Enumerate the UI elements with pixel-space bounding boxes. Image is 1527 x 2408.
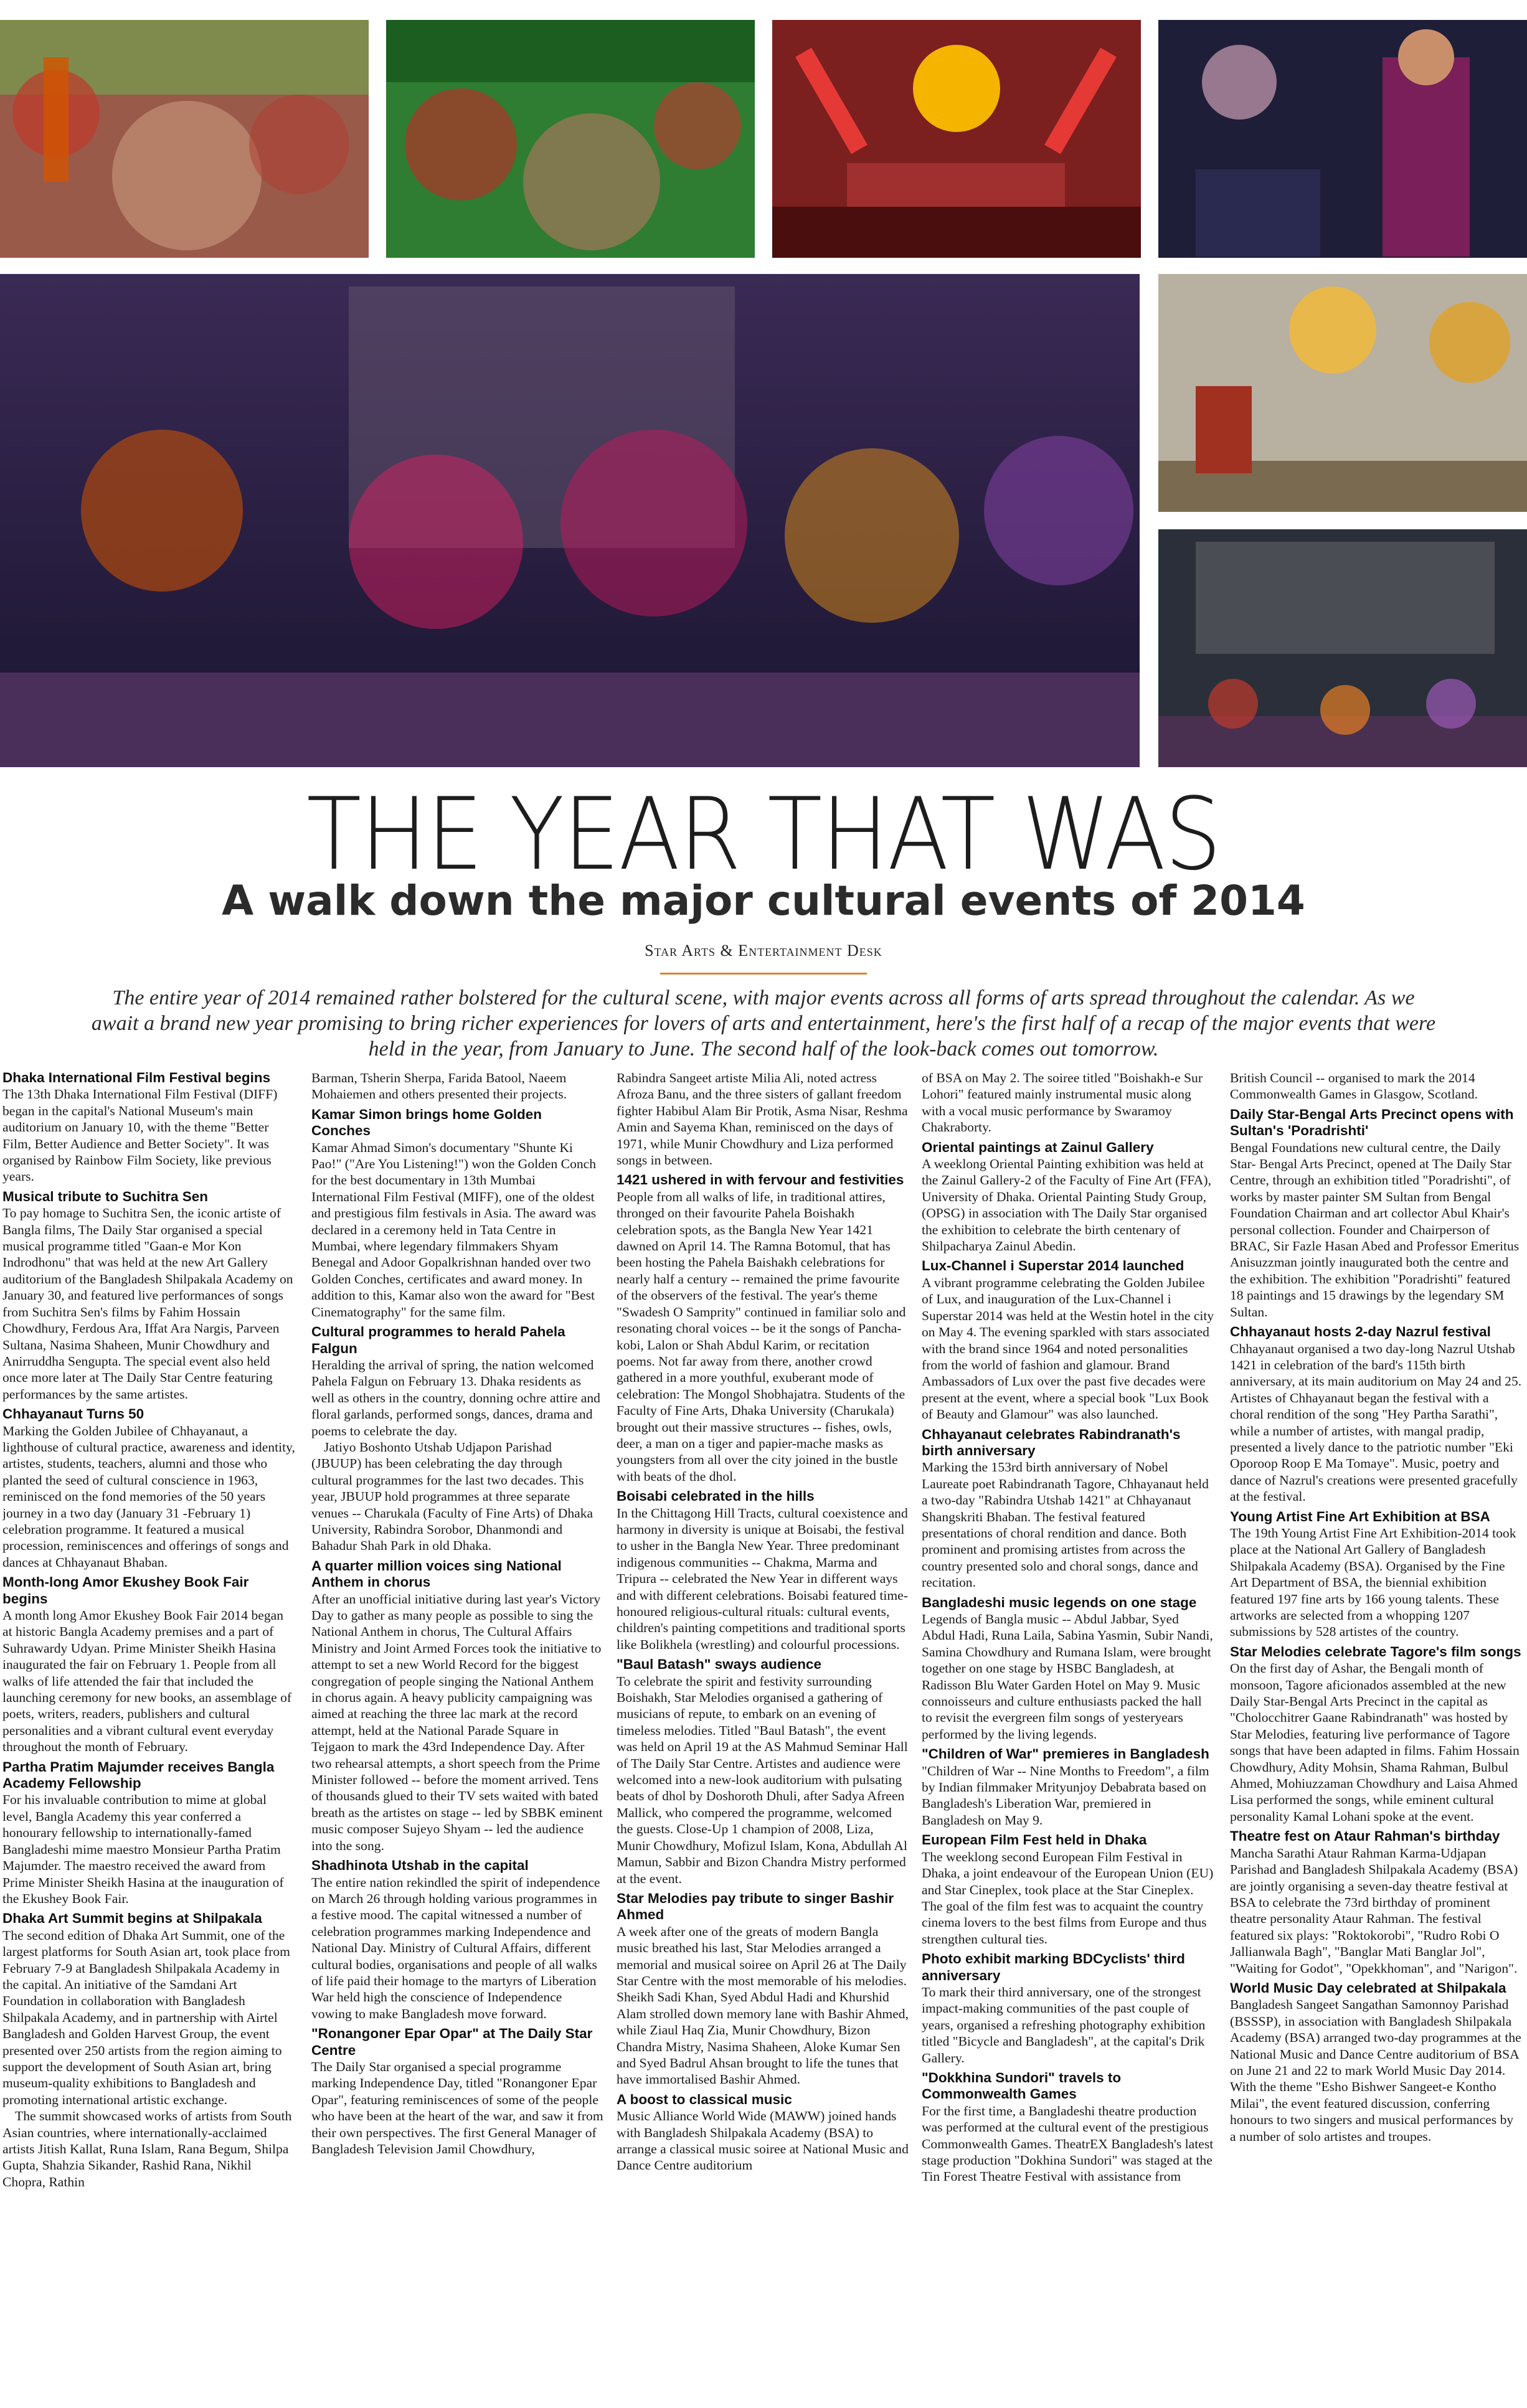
article-heading: Cultural programmes to herald Pahela Falgun bbox=[311, 1324, 565, 1356]
article-heading: Kamar Simon brings home Golden Conches bbox=[311, 1106, 542, 1139]
article-paragraph: The entire nation rekindled the spirit of independence on March 26 through holding various programmes in a festive mood. The capital witnessed a number of celebration programmes marking Independence and National Day. Ministry of Cultural Affairs, different cultural bodies, organisations and people of all walks of life paid their homage to the martyrs of Liberation War held high the conscience of Independence vowing to make Bangladesh move forward. bbox=[311, 1874, 600, 2021]
article-paragraph: Marking the 153rd birth anniversary of Nobel Laureate poet Rabindranath Tagore, Chhayanaut held a two-day "Rabindra Utshab 1421" at Chhayanaut Shangskriti Bhaban. The festival featured presentations of choral rendition and dance. Both prominent and promising artistes from across the country presented solo and choral songs, dance and recitation. bbox=[922, 1460, 1209, 1590]
photo-crowd-procession bbox=[0, 20, 369, 258]
article-heading: "Children of War" premieres in Bangladesh bbox=[922, 1746, 1209, 1762]
article-paragraph: A month long Amor Ekushey Book Fair 2014 began at historic Bangla Academy premises and a part of Suhrawardy Udyan. Prime Minister Sheikh Hasina inaugurated the fair on February 1. People from all walks of life attended the fair that included the launching ceremony for new books, an assemblage of poets, writers, readers, publishers and cultural personalities and a vibrant cultural event everyday throughout the month of February. bbox=[2, 1608, 292, 1755]
article-heading: "Ronangoner Epar Opar" at The Daily Star Centre bbox=[311, 2026, 593, 2058]
article-heading: Young Artist Fine Art Exhibition at BSA bbox=[1230, 1508, 1490, 1524]
article-paragraph: Barman, Tsherin Sherpa, Farida Batool, Naeem Mohaiemen and others presented their projects. bbox=[311, 1070, 567, 1102]
article-paragraph: of BSA on May 2. The soiree titled "Boishakh-e Sur Lohori" featured mainly instrumental music along with a vocal music performance by Swaramoy Chakraborty. bbox=[922, 1070, 1203, 1135]
photo-dance-performance bbox=[0, 274, 1140, 767]
article-heading: "Dokkhina Sundori" travels to Commonwealth Games bbox=[922, 2069, 1122, 2102]
photo-art-exhibition bbox=[1158, 274, 1527, 512]
article-heading: Chhayanaut celebrates Rabindranath's birth anniversary bbox=[922, 1426, 1181, 1458]
article-column-5 bbox=[1230, 1070, 1523, 2402]
article-paragraph: A vibrant programme celebrating the Golden Jubilee of Lux, and inauguration of the Lux-Channel i Superstar 2014 was held at the Westin hotel in the city on May 4. The evening sparkled with stars associated with the brand since 1964 and noted personalities from the world of fashion and glamour. Brand Ambassadors of Lux over the past five decades were present at the event, where a special book "Lux Book of Beauty and Glamour" was also launched. bbox=[922, 1275, 1214, 1422]
photo-singer-concert bbox=[1158, 20, 1527, 258]
article-heading: Bangladeshi music legends on one stage bbox=[922, 1594, 1197, 1610]
page-title: THE YEAR THAT WAS bbox=[306, 776, 1221, 892]
article-heading: Shadhinota Utshab in the capital bbox=[311, 1858, 529, 1874]
article-heading: World Music Day celebrated at Shilpakala bbox=[1230, 1980, 1506, 1996]
article-paragraph: A weeklong Oriental Painting exhibition was held at the Zainul Gallery-2 of the Faculty of Fine Art (FFA), University of Dhaka. Oriental Painting Study Group, (OPSG) in association with The Daily Star organised the exhibition to celebrate the birth centenary of Shilpacharya Zainul Abedin. bbox=[922, 1156, 1211, 1254]
article-paragraph: After an unofficial initiative during last year's Victory Day to gather as many people as possible to sing the National Anthem in chorus, The Cultural Affairs Ministry and Joint Armed Forces took the initiative to attempt to set a new World Record for the biggest congregation of people singing the National Anthem in chorus again. A heavy publicity campaigning was aimed at reaching the three lac mark at the record attempt, held at the National Parade Square in Tejgaon to mark the 43rd Independence Day. After two rehearsal attempts, a short speech from the Prime Minister followed -- before the moment arrived. Tens of thousands glued to their TV sets waited with bated breath as the artistes on stage -- led by SBBK eminent music composer Sujeyo Shyam -- led the audience into the song. bbox=[311, 1591, 603, 1853]
photo-music-ensemble bbox=[1158, 529, 1527, 767]
page-subtitle: A walk down the major cultural events of 2014 bbox=[222, 877, 1305, 925]
article-heading: Star Melodies celebrate Tagore's film songs bbox=[1230, 1643, 1521, 1660]
standfirst: The entire year of 2014 remained rather bolstered for the cultural scene, with major events across all forms of arts spread throughout the calendar. As we await a brand new year promising to bring richer experiences for lovers of arts and entertainment, here's the first half of a recap of the major events that were held in the year, from January to June. The second half of the look-back comes out tomorrow. bbox=[91, 986, 1436, 1060]
article-paragraph: To celebrate the spirit and festivity surrounding Boishakh, Star Melodies organised a gathering of musicians of repute, to embark on an evening of timeless melodies. Titled "Baul Batash", the event was held on April 19 at the AS Mahmud Seminar Hall of The Daily Star Centre. Artistes and audience were welcomed into a new-look auditorium with pulsating beats of dhol by Doshoroth Dhuli, after Sadya Afreen Mallick, who compered the programme, welcomed the guests. Close-Up 1 champion of 2008, Liza, Munir Chowdhury, Mofizul Islam, Kona, Abdullah Al Mamun, Sabbir and Bizon Chandra Mistry performed at the event. bbox=[617, 1673, 908, 1886]
byline-desk: Star Arts & Entertainment Desk bbox=[645, 942, 882, 960]
article-heading: Theatre fest on Ataur Rahman's birthday bbox=[1230, 1828, 1500, 1844]
article-heading: Month-long Amor Ekushey Book Fair begins bbox=[2, 1574, 249, 1607]
article-heading: European Film Fest held in Dhaka bbox=[922, 1832, 1147, 1848]
article-paragraph: For his invaluable contribution to mime at global level, Bangla Academy this year conferred a honourary fellowship to internationally-famed Bangladeshi mime maestro Monsieur Partha Pratim Majumder. The maestro received the award from Prime Minister Sheikh Hasina at the inauguration of the Ekushey Book Fair. bbox=[2, 1792, 284, 1906]
article-heading: Dhaka International Film Festival begins bbox=[2, 1070, 271, 1085]
article-column-4 bbox=[922, 1070, 1214, 2402]
article-paragraph: Legends of Bangla music -- Abdul Jabbar, Syed Abdul Hadi, Runa Laila, Sabina Yasmin, Subir Nandi, Samina Chowdhury and Rumana Islam, were brought together on one stage by HSBC Bangladesh, at Radisson Blu Water Garden Hotel on May 9. Music connoisseurs and culture enthusiasts packed the hall to revisit the evergreen film songs of yesteryears performed by the living legends. bbox=[922, 1612, 1213, 1742]
article-heading: Musical tribute to Suchitra Sen bbox=[2, 1188, 209, 1204]
article-paragraph: In the Chittagong Hill Tracts, cultural coexistence and harmony in diversity is unique at Boisabi, the festival to usher in the Bangla New Year. Three predominant indigenous communities -- Chakma, Marma and Tripura -- celebrated the New Year in different ways and with different celebrations. Boisabi featured time-honoured religious-cultural rituals: cultural events, children's painting competitions and traditional sports like Bolikhela (wrestling) and colourful processions. bbox=[617, 1505, 908, 1652]
article-paragraph: On the first day of Ashar, the Bengali month of monsoon, Tagore aficionados assembled at the new Daily Star-Bengal Arts Precinct in the capital as "Cholocchitrer Gaane Rabindranath" was hosted by Star Melodies, featuring live performance of Tagore songs that have been adapted in films. Fahim Hossain Chowdhury, Adity Mohsin, Shama Rahman, Bulbul Ahmed, Mohiuzzaman Chowdhury and Laisa Ahmed Lisa performed the songs, while eminent cultural personality Kamal Lohani spoke at the event. bbox=[1230, 1661, 1520, 1824]
article-heading: "Baul Batash" sways audience bbox=[617, 1656, 821, 1673]
article-paragraph: "Children of War -- Nine Months to Freedom", a film by Indian filmmaker Mrityunjoy Debabrata based on Bangladesh's Liberation War, premiered in Bangladesh on May 9. bbox=[922, 1763, 1209, 1828]
article-heading: A quarter million voices sing National Anthem in chorus bbox=[311, 1557, 562, 1590]
article-column-3 bbox=[617, 1070, 909, 2402]
article-heading: Chhayanaut Turns 50 bbox=[2, 1406, 144, 1422]
article-paragraph: Music Alliance World Wide (MAWW) joined hands with Bangladesh Shilpakala Academy (BSA) to arrange a classical music soiree at National Music and Dance Centre auditorium bbox=[617, 2108, 909, 2173]
article-paragraph: To pay homage to Suchitra Sen, the iconic artiste of Bangla films, The Daily Star organised a special musical programme titled "Gaan-e Mor Kon Indrodhonu" that was held at the new Art Gallery auditorium of the Bangladesh Shilpakala Academy on January 30, and featured live performances of songs from Suchitra Sen's films by Fahim Hossain Chowdhury, Ferdous Ara, Iffat Ara Nargis, Parveen Sultana, Nasima Shaheen, Munir Chowdhury and Anirruddha Sengupta. The special event also held once more later at The Daily Star Centre featuring performances by the same artistes. bbox=[2, 1206, 293, 1402]
article-paragraph: The 19th Young Artist Fine Art Exhibition-2014 took place at the National Art Gallery of Bangladesh Shilpakala Academy (BSA). Organised by the Fine Art Department of BSA, the biennial exhibition featured 197 fine arts by 166 young talents. These artworks are selected from a whopping 1207 submissions by 528 artistes of the country. bbox=[1230, 1525, 1516, 1640]
photo-stage-performance bbox=[772, 20, 1141, 258]
article-heading: Chhayanaut hosts 2-day Nazrul festival bbox=[1230, 1324, 1491, 1340]
article-paragraph: The second edition of Dhaka Art Summit, one of the largest platforms for South Asian art, took place from February 7-9 at Bangladesh Shilpakala Academy in the capital. An initiative of the Samdani Art Foundation in collaboration with Bangladesh Shilpakala Academy, and in partnership with Airtel Bangladesh and Golden Harvest Group, the event presented over 250 artists from the region aiming to support the development of South Asian art, bring museum-quality exhibitions to Bangladesh and promoting international artistic exchange. bbox=[2, 1927, 290, 2107]
article-heading: 1421 ushered in with fervour and festivities bbox=[617, 1172, 904, 1188]
article-paragraph: The summit showcased works of artists from South Asian countries, where internationally-acclaimed artists Jitish Kallat, Runa Islam, Rana Begum, Shilpa Gupta, Shahzia Sikander, Rashid Rana, Nikhil Chopra, Rathin bbox=[2, 2108, 292, 2189]
article-paragraph: For the first time, a Bangladeshi theatre production was performed at the cultural event of the prestigious Commonwealth Games. TheatrEX Bangladesh's latest stage production "Dokhina Sundori" was staged at the Tin Forest Theatre Festival with assistance from bbox=[922, 2103, 1214, 2184]
article-heading: Lux-Channel i Superstar 2014 launched bbox=[922, 1258, 1184, 1274]
article-heading: A boost to classical music bbox=[617, 2091, 792, 2107]
article-paragraph: Chhayanaut organised a two day-long Nazrul Utshab 1421 in celebration of the bard's 115th birth anniversary, at its main auditorium on May 24 and 25. Artistes of Chhayanaut began the festival with a choral rendition of the song "Hey Partha Sarathi", while a number of artistes, with mangal pradip, presented a lively dance to the patriotic number "Eki Oporoop Roop E Ma Tomaye". Music, poetry and dance of Nazrul's creations were presented gracefully at the festival. bbox=[1230, 1341, 1522, 1504]
article-heading: Photo exhibit marking BDCyclists' third anniversary bbox=[922, 1951, 1185, 1983]
article-paragraph: People from all walks of life, in traditional attires, thronged on their favourite Pahela Boishakh celebration spots, as the Bangla New Year 1421 dawned on April 14. The Ramna Botomul, that has been hosting the Pahela Baishakh celebrations for nearly half a century -- remained the prime favourite of the observers of the festival. The year's theme "Swadesh O Samprity" continued in familiar solo and resonating choral voices -- be it the songs of Pancha-kobi, Lalon or Shah Abdul Karim, or recitation poems. Not far away from there, another crowd gathered in a more youthful, exuberant mode of celebration: The Mongol Shobhajatra. Students of the Faculty of Fine Arts, Dhaka University (Charukala) brought out their massive structures -- fishes, owls, deer, a man on a tiger and papier-mache masks as youngsters from all over the city joined in the bustle with beats of the dhol. bbox=[617, 1189, 906, 1484]
article-paragraph: Heralding the arrival of spring, the nation welcomed Pahela Falgun on February 13. Dhaka residents as well as others in the country, donning ochre attire and floral garlands, performed songs, dances, drama and poems to celebrate the day. bbox=[311, 1357, 600, 1438]
article-paragraph: Bangladesh Sangeet Sangathan Samonnoy Parishad (BSSSP), in association with Bangladesh Shilpakala Academy (BSA) arranged two-day programmes at the National Music and Dance Centre auditorium of BSA on June 21 and 22 to mark World Music Day 2014. With the theme "Esho Bishwer Sangeet-e Kontho Milai", the event featured discussion, conferring honours to two singers and musical performances by a number of solo artistes and troupes. bbox=[1230, 1997, 1521, 2144]
article-paragraph: A week after one of the greats of modern Bangla music breathed his last, Star Melodies arranged a memorial and musical soiree on April 26 at The Daily Star Centre with the most memorable of his melodies. Sheikh Sadi Khan, Syed Abdul Hadi and Khurshid Alam strolled down memory lane with Bashir Ahmed, while Ziaul Haq Zia, Munir Chowdhury, Bizon Chandra Mistry, Nasima Shaheen, Aloke Kumar Sen and Syed Badrul Ahsan brought to life the tunes that have immortalised Bashir Ahmed. bbox=[617, 1924, 909, 2087]
article-paragraph: British Council -- organised to mark the 2014 Commonwealth Games in Glasgow, Scotland. bbox=[1230, 1070, 1478, 1102]
byline-rule bbox=[660, 973, 867, 975]
article-paragraph: Kamar Ahmad Simon's documentary "Shunte Ki Pao!" ("Are You Listening!") won the Golden Conch for the best documentary in 13th Mumbai International Film Festival (MIFF), one of the oldest and prestigious film festivals in Asia. The award was declared in a ceremony held in Tata Centre in Mumbai, where legendary filmmakers Shyam Benegal and Adoor Gopalkrishnan handed over two Golden Conches, certificates and award money. In addition to this, Kamar also won the award for "Best Cinematography" for the same film. bbox=[311, 1140, 597, 1320]
photo-flag-crowd bbox=[386, 20, 755, 258]
article-paragraph: Marking the Golden Jubilee of Chhayanaut, a lighthouse of cultural practice, awareness and identity, artistes, students, teachers, alumni and those who planted the seed of cultural conscience in 1963, reminisced on the fond memories of the 50 years journey in a two day (January 31 -February 1) celebration programme. It featured a musical procession, reminiscences and offerings of songs and dances at Chhayanaut Bhaban. bbox=[2, 1423, 295, 1570]
article-paragraph: The Daily Star organised a special programme marking Independence Day, titled "Ronangoner Epar Opar", featuring reminiscences of some of the people who have been at the heart of the war, and saw it from their own perspectives. The first General Manager of Bangladesh Television Jamil Chowdhury, bbox=[311, 2059, 603, 2156]
article-paragraph: Rabindra Sangeet artiste Milia Ali, noted actress Afroza Banu, and the three sisters of gallant freedom fighter Habibul Alam Bir Protik, Asma Nisar, Reshma Amin and Sayema Khan, reminisced on the days of 1971, while Munir Chowdhury and Liza performed songs in between. bbox=[617, 1070, 908, 1168]
article-paragraph: Mancha Sarathi Ataur Rahman Karma-Udjapan Parishad and Bangladesh Shilpakala Academy (BSA) are jointly organising a seven-day theatre festival at BSA to celebrate the 73rd birthday of prominent theatre personality Ataur Rahman. The festival featured six plays: "Roktokorobi", "Rudro Robi O Jallianwala Bagh", "Banglar Mati Banglar Jol", "Waiting for Godot", "Opekkhoman", and "Narigon". bbox=[1230, 1845, 1518, 1976]
article-heading: Oriental paintings at Zainul Gallery bbox=[922, 1139, 1154, 1155]
article-paragraph: To mark their third anniversary, one of the strongest impact-making communities of the past couple of years, organised a refreshing photography exhibition titled "Bicycle and Bangladesh", at the capital's Drik Gallery. bbox=[922, 1984, 1206, 2066]
article-column-2 bbox=[311, 1070, 604, 2402]
article-column-1 bbox=[2, 1070, 295, 2402]
article-paragraph: The weeklong second European Film Festival in Dhaka, a joint endeavour of the European Union (EU) and Star Cineplex, took place at the Star Cineplex. The goal of the film fest was to acquaint the country cinema lovers to the best films from Europe and thus strengthen cultural ties. bbox=[922, 1849, 1214, 1947]
article-heading: Boisabi celebrated in the hills bbox=[617, 1488, 815, 1504]
article-paragraph: Bengal Foundations new cultural centre, the Daily Star- Bengal Arts Precinct, opened at The Daily Star Centre, through an exhibition titled "Poradrishti", of works by master painter SM Sultan from Bengal Foundation Chairman and art collector Abul Khair's personal collection. Founder and Chairperson of BRAC, Sir Fazle Hasan Abed and Professor Emeritus Anisuzzman jointly inaugurated both the centre and the exhibition. The exhibition "Poradrishti" featured 18 paintings and 15 drawings by the legendary SM Sultan. bbox=[1230, 1140, 1520, 1320]
article-heading: Daily Star-Bengal Arts Precinct opens with Sultan's 'Poradrishti' bbox=[1230, 1106, 1514, 1139]
article-paragraph: Jatiyo Boshonto Utshab Udjapon Parishad (JBUUP) has been celebrating the day through cultural programmes for the last two decades. This year, JBUUP hold programmes at three separate venues -- Charukala (Faculty of Fine Arts) of Dhaka University, Rabindra Sorobor, Dhanmondi and Bahadur Shah Park in old Dhaka. bbox=[311, 1439, 593, 1554]
article-heading: Partha Pratim Majumder receives Bangla Academy Fellowship bbox=[2, 1759, 275, 1792]
article-paragraph: The 13th Dhaka International Film Festival (DIFF) began in the capital's National Museum's main auditorium on January 10, with the theme "Better Film, Better Audience and Better Society". It was organised by Rainbow Film Society, like previous years. bbox=[2, 1087, 278, 1184]
article-heading: Star Melodies pay tribute to singer Bashir Ahmed bbox=[617, 1890, 894, 1923]
article-heading: Dhaka Art Summit begins at Shilpakala bbox=[2, 1910, 262, 1927]
